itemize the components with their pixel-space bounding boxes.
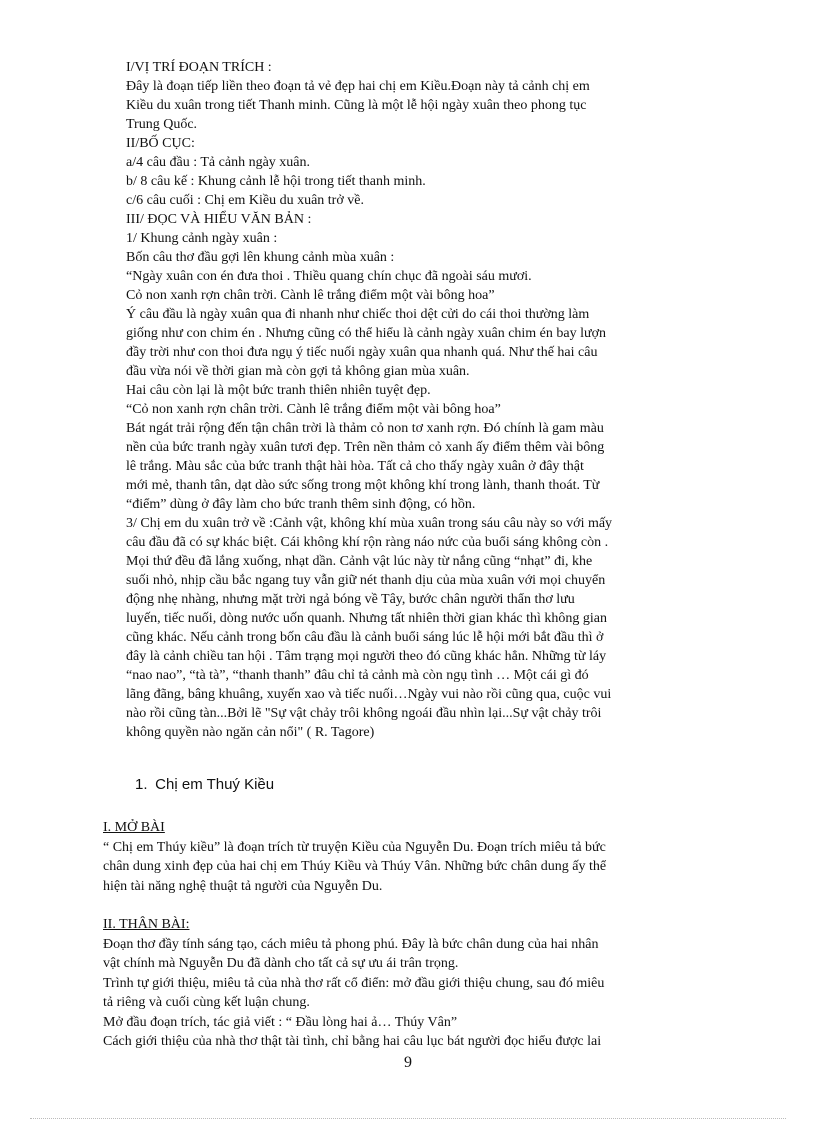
text-line: Trình tự giới thiệu, miêu tả của nhà thơ rất cổ điển: mở đầu giới thiệu chung, sau đó miêu (103, 975, 605, 991)
text-line: 1/ Khung cảnh ngày xuân : (126, 231, 278, 246)
text-line: suối nhỏ, nhịp cầu bắc ngang tuy vẫn giữ nét thanh dịu của mùa xuân với mọi chuyển (126, 573, 606, 588)
page-bottom-rule (30, 1118, 786, 1119)
text-line: Hai câu còn lại là một bức tranh thiên nhiên tuyệt đẹp. (126, 383, 431, 398)
text-line: b/ 8 câu kế : Khung cảnh lễ hội trong tiết thanh minh. (126, 174, 426, 189)
text-line: III/ ĐỌC VÀ HIỂU VĂN BẢN : (126, 212, 312, 227)
text-line: c/6 câu cuối : Chị em Kiều du xuân trở về. (126, 193, 364, 208)
text-line: câu đầu đã có sự khác biệt. Cái không khí rộn ràng náo nức của buổi sáng không còn . (126, 535, 609, 550)
text-line: không quyền nào ngăn cản nổi" ( R. Tagore) (126, 725, 375, 740)
text-line: giống như con chim én . Nhưng cũng có thể hiểu là cảnh ngày xuân chim én bay lượn (126, 326, 606, 341)
text-line: nền của bức tranh ngày xuân tươi đẹp. Trên nền thảm cỏ xanh ấy điểm thêm vài bông (126, 440, 605, 455)
page-number: 9 (404, 1054, 412, 1071)
text-line: 3/ Chị em du xuân trở về :Cảnh vật, không khí mùa xuân trong sáu câu này so với mấy (126, 516, 613, 531)
text-line: Bát ngát trải rộng đến tận chân trời là thảm cỏ non tơ xanh rợn. Đó chính là gam màu (126, 421, 604, 436)
list-item-heading (135, 776, 274, 793)
section-heading: II. THÂN BÀI: (103, 917, 190, 932)
text-line: Đây là đoạn tiếp liền theo đoạn tả vẻ đẹp hai chị em Kiều.Đoạn này tả cảnh chị em (126, 79, 590, 94)
text-line: “điểm” dùng ở đây làm cho bức tranh thêm sinh động, có hồn. (126, 497, 476, 512)
text-line: Trung Quốc. (126, 117, 198, 132)
text-line: Kiều du xuân trong tiết Thanh minh. Cũng là một lễ hội ngày xuân theo phong tục (126, 98, 587, 113)
text-line: “nao nao”, “tà tà”, “thanh thanh” đâu chỉ tả cảnh mà còn ngụ tình … Một cái gì đó (126, 668, 589, 683)
section-heading: I. MỞ BÀI (103, 820, 165, 835)
text-line: nào rồi cũng tàn...Bởi lẽ "Sự vật chảy trôi không ngoái đầu nhìn lại...Sự vật chảy trôi (126, 706, 602, 721)
list-number: 1. (135, 776, 148, 793)
text-line: hiện tài năng nghệ thuật tả người của Nguyễn Du. (103, 878, 383, 894)
text-line: chân dung xinh đẹp của hai chị em Thúy Kiều và Thúy Vân. Những bức chân dung ấy thể (103, 859, 607, 874)
text-line: a/4 câu đầu : Tả cảnh ngày xuân. (126, 155, 311, 170)
list-item-text: Chị em Thuý Kiều (155, 776, 275, 793)
text-line: động nhẹ nhàng, nhưng mặt trời ngả bóng về Tây, bước chân người thẩn thơ lưu (126, 592, 575, 607)
text-line: lê trắng. Màu sắc của bức tranh thật hài hòa. Tất cả cho thấy ngày xuân ở đây thật (126, 459, 584, 474)
text-line: đầu vừa nói về thời gian mà còn gợi tả không gian mùa xuân. (126, 364, 470, 379)
text-line: Ý câu đầu là ngày xuân qua đi nhanh như chiếc thoi dệt cửi do cái thoi thường làm (126, 307, 590, 322)
text-line: mới mẻ, thanh tân, dạt dào sức sống trong một không khí trong lành, thanh thoát. Từ (126, 478, 600, 493)
text-line: Cỏ non xanh rợn chân trời. Cành lê trắng điểm một vài bông hoa” (126, 288, 495, 303)
text-line: cũng khác. Nếu cảnh trong bốn câu đầu là cảnh buổi sáng lúc lễ hội mới bắt đầu thì ở (126, 630, 604, 645)
text-line: luyến, tiếc nuối, dòng nước uốn quanh. Nhưng tất nhiên thời gian khác thì không gian (126, 611, 608, 626)
text-line: Mọi thứ đều đã lắng xuống, nhạt dần. Cảnh vật lúc này từ nắng cũng “nhạt” đi, khe (126, 554, 593, 569)
analysis-section (126, 58, 716, 742)
than-bai-section (103, 915, 723, 1052)
text-line: II/BỐ CỤC: (126, 136, 195, 151)
text-line: I/VỊ TRÍ ĐOẠN TRÍCH : (126, 60, 272, 75)
text-line: Đoạn thơ đầy tính sáng tạo, cách miêu tả phong phú. Đây là bức chân dung của hai nhân (103, 936, 599, 952)
text-line: “Cỏ non xanh rợn chân trời. Cành lê trắng điểm một vài bông hoa” (126, 402, 501, 417)
text-line: Bốn câu thơ đầu gợi lên khung cảnh mùa xuân : (126, 250, 395, 265)
text-line: vật chính mà Nguyễn Du đã dành cho tất cả sự ưu ái trân trọng. (103, 956, 459, 971)
text-line: Cách giới thiệu của nhà thơ thật tài tình, chỉ bằng hai câu lục bát người đọc hiểu được lai (103, 1034, 602, 1049)
text-line: lãng đãng, bâng khuâng, xuyến xao và tiếc nuối…Ngày vui nào rồi cũng qua, cuộc vui (126, 687, 612, 702)
text-line: đây là cảnh chiều tan hội . Tâm trạng mọi người theo đó cũng khác hẳn. Những từ láy (126, 649, 607, 664)
mo-bai-section (103, 818, 723, 896)
text-line: đầy trời như con thoi đưa ngụ ý tiếc nuối ngày xuân qua nhanh quá. Như thế hai câu (126, 345, 598, 360)
text-line: tả riêng và cuối cùng kết luận chung. (103, 995, 310, 1010)
text-line: “ Chị em Thúy kiều” là đoạn trích từ truyện Kiều của Nguyễn Du. Đoạn trích miêu tả bức (103, 839, 606, 855)
text-line: “Ngày xuân con én đưa thoi . Thiều quang chín chục đã ngoài sáu mươi. (126, 269, 532, 284)
text-line: Mở đầu đoạn trích, tác giả viết : “ Đầu lòng hai ả… Thúy Vân” (103, 1014, 458, 1030)
